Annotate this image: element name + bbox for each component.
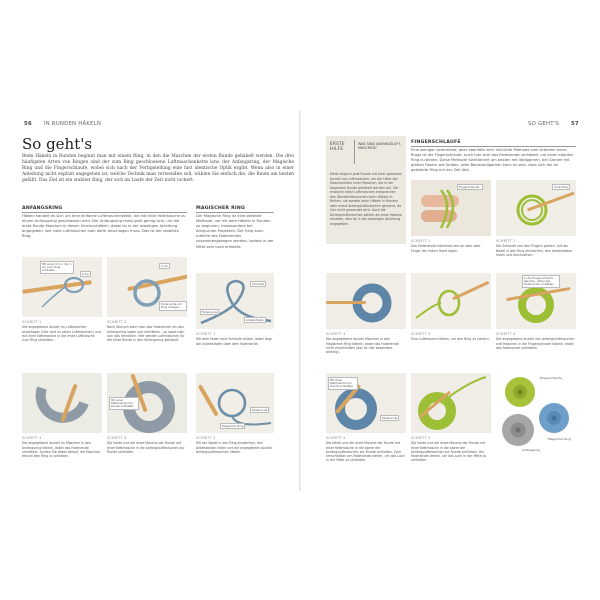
- caption-fingerschlaufe-step1: [411, 239, 491, 253]
- callout-einstechen: In die Fingerschlaufe stechen, dabei das Fadenende umhäkeln: [522, 275, 560, 288]
- photo-fingerschlaufe-step1: [411, 180, 491, 236]
- heading-fingerschlaufe: FINGERSCHLAUFE: [411, 140, 461, 145]
- caption-anfangsring-step2: [107, 320, 187, 342]
- step-label: SCHRITT 2: [196, 436, 216, 440]
- step-label: SCHRITT 4: [496, 332, 516, 336]
- box-label: [330, 141, 345, 152]
- heading-rule: [411, 146, 576, 147]
- photo-magischer-ring-step1: [196, 273, 274, 329]
- callout-magischer-ring: Magischer Ring: [222, 423, 244, 428]
- caption-text: Die Schlaufe von den Fingern gleiten, mit der Nadel in den Ring einstechen, den Arbeitsfaden holen und durchziehen.: [496, 244, 573, 257]
- running-head-left: IN RUNDEN HÄKELN: [43, 121, 102, 127]
- caption-text: Die angegebene Anzahl an Maschen in den Anfangsring häkeln, dabei das Fadenende umhäkeln. Achten Sie dabei darauf, die Maschen fest an den Ring zu schieben.: [22, 441, 101, 459]
- callout-umschlag: Umschlag: [554, 184, 568, 189]
- photo-magischer-ring-step3: [326, 273, 406, 329]
- photo-magischer-ring-step2: [196, 373, 274, 433]
- step-label: SCHRITT 2: [496, 239, 516, 243]
- caption-magischer-ring-step4: [326, 436, 406, 463]
- body-fingerschlaufe: Eine weniger verbreitete, aber ebenfalls sehr nützliche Methode zum Arbeiten eines Rings ist die Fingerschlaufe. Auch hier wird das Fadenende umhäkelt, um einen stabilen Ring zu bilden. Diese Methode funktioniert am besten mit Wollgarnen, bei Garnen mit glatten Fasern wie Seiden- oder Baumwollgarnen kann es sein, dass sich der so gebildete Ring mit der Zeit löst.: [411, 148, 574, 173]
- caption-fingerschlaufe-step5: [411, 436, 491, 463]
- caption-magischer-ring-step2: [196, 436, 274, 454]
- label-magischer-ring: Magischer Ring: [548, 437, 572, 441]
- caption-text: Die angegebene Anzahl Maschen in den Magischen Ring häkeln, dabei das Fadenende nicht einschließen (das ist hier besonders wichtig).: [326, 337, 399, 355]
- photo-anfangsring-step1: [22, 257, 102, 317]
- step-label: SCHRITT 1: [196, 332, 216, 336]
- caption-fingerschlaufe-step3: [411, 332, 491, 342]
- step-label: SCHRITT 1: [22, 320, 42, 324]
- right-folio: [528, 121, 579, 127]
- box-divider: [354, 140, 355, 164]
- heading-rule: [196, 212, 274, 213]
- caption-anfangsring-step3: [22, 436, 102, 458]
- body-magischer-ring: Der Magische Ring ist eine beliebte Methode, um mit dem Häkeln in Runden zu beginnen, insbesondere bei Amigurumi-Projekten. Der Ring kann mithilfe des Fadenendes zusammengezogen werden, sodass in der Mitte kein Loch entsteht.: [196, 214, 274, 249]
- callout-fadenende: Fadenende am Ring anlegen: [159, 301, 187, 311]
- callout-arbeitsfaden: Arbeitsfaden: [246, 317, 264, 322]
- callout-6lm: 6 Lm: [82, 271, 89, 276]
- caption-text: Die angegebene Anzahl an Luftmaschen anschlagen (hier sind es sechs Luftmaschen) und mit einer Kettmasche in die erste Luftmasche zum Ring schließen.: [22, 325, 101, 343]
- callout-kettmasche: Mit einer Kettmasche zur Runde schließen: [328, 377, 358, 390]
- step-label: SCHRITT 3: [22, 436, 42, 440]
- caption-text: Das Fadenende mehrmals wie an oder zwei Finger der linken Hand legen.: [411, 244, 481, 253]
- photo-fingerschlaufe-step3: [411, 273, 491, 329]
- heading-magischer-ring: MAGISCHER RING: [196, 206, 245, 211]
- callout-2lm: 2 Lm: [161, 263, 168, 268]
- intro-paragraph: Beim Häkeln in Runden beginnt man mit einem Ring, in den die Maschen der ersten Runde gehäkelt werden. Die drei häufigsten Arten von Ringen sind der zum Ring geschlossene Luftmaschenkette bzw. der Anfangsring, der Magische Ring und die Fingerschlaufe, wobei sich nach der Fertigstellung eine fast identische Optik ergibt. Wenn also in einer Anleitung nicht explizit angegeben ist, welche Technik man verwenden soll, wählen Sie einfach die, die Ihnen am besten gefällt. Das Ziel ist ein stabiler Ring, der sich im Laufe der Zeit nicht lockert.: [22, 154, 294, 183]
- caption-magischer-ring-step1: [196, 332, 274, 346]
- caption-text: Die angegebene Anzahl von Anfangsluftmaschen und Maschen in die Fingerschlaufe häkeln, dabei das Fadenende umhäkeln.: [496, 337, 575, 350]
- label-fingerschlaufe: Fingerschlaufe: [540, 376, 562, 380]
- box-question: WAS SIND ANFANGSLUFT-MASCHEN?: [358, 142, 402, 151]
- caption-fingerschlaufe-step2: [496, 239, 576, 257]
- box-text: Meist beginnt jede Runde mit einer gewissen Anzahl von Luftmaschen, um die Höhe der Maschenhöhe einer Maschen, die in der folgenden Runde gehäkelt werden soll. Sie ersetzen diese Luftmaschen entsprechen den Wendeluftmaschen beim Häkeln in Reihen, sie werden beim Häkeln in Runden aber meist Anfangsluftmaschen genannt, da hier nicht gewendet wird. Auch die Anfangsluftmaschen zählen als erste Masche erhalten, dies ist in der jeweiligen Anleitung angegeben.: [330, 172, 402, 226]
- photo-anfangsring-step2: [107, 257, 187, 317]
- callout-fadenende: Fadenende: [252, 407, 268, 412]
- step-label: SCHRITT 2: [107, 320, 127, 324]
- caption-anfangsring-step1: [22, 320, 102, 342]
- caption-fingerschlaufe-step4: [496, 332, 576, 350]
- caption-text: Nach Wunsch kann man das Fadenende um den Anfangsring legen und umhäkeln – so spart man sich das Vernähen. Hier werden Luftmaschen für die erste Runde in den Anfangsring gehäkelt.: [107, 325, 185, 343]
- caption-anfangsring-step4: [107, 436, 187, 454]
- finished-rings-comparison: [496, 370, 580, 460]
- caption-text: Mit dem Faden eine Schlaufe bilden, dabei liegt der Arbeitsfaden über dem Fadenende.: [196, 337, 272, 346]
- callout-fadenende: Fadenende: [382, 415, 398, 420]
- photo-magischer-ring-step4: [326, 373, 406, 433]
- photo-fingerschlaufe-step5: [411, 373, 491, 433]
- callout-schlaufe: Schlaufe: [252, 281, 265, 286]
- caption-text: Die letzte und die erste Masche der Runde mit einer Kettmasche in die Anfangsluftmaschen zur Runde schließen.: [107, 441, 185, 454]
- page-title: So geht's: [22, 135, 93, 153]
- erste-hilfe-box: [326, 136, 406, 244]
- box-label-1: ERSTE: [330, 141, 345, 146]
- callout-km-ring: Mit einer Km in die 1. Lm zum Ring schließen: [40, 261, 74, 274]
- page-number-left: 56: [24, 121, 32, 127]
- caption-text: Mit der Nadel in den Ring einstechen, den Arbeitsfaden holen und die angegebene Anzahl Anfangsluftmaschen häkeln.: [196, 441, 272, 454]
- photo-anfangsring-step3: [22, 373, 102, 433]
- box-label-2: HILFE: [330, 146, 344, 152]
- step-label: SCHRITT 3: [326, 332, 346, 336]
- book-spine: [299, 110, 301, 491]
- heading-anfangsring: ANFANGSRING: [22, 206, 63, 211]
- body-anfangsring: Häkeln handelt es sich um eine einfache Luftmaschenkette, die mit einer Kettmasche zu einem Anfangsring geschlossen wird. Der Anfangsring muss groß genug sein, um die erste Runde Maschen in diesen hineinzuhäkeln, dabei ist in der jeweiligen Anleitung angegeben, wie viele Luftmaschen man dafür anschlagen muss. Das ist der stabilste Ring.: [22, 214, 186, 239]
- left-folio: [24, 121, 101, 127]
- callout-fadenende: Fadenende: [202, 309, 218, 314]
- caption-text: Die letzte und die erste Masche der Runde mit einer Kettmasche in die obere der Anfangsluftmaschen zur Runde schließen. Zum Verschließen am Fadenende ziehen, um das Loch in der Mitte zu schließen.: [326, 441, 405, 463]
- step-label: SCHRITT 5: [411, 436, 431, 440]
- caption-magischer-ring-step3: [326, 332, 406, 354]
- label-anfangsring: Anfangsring: [522, 448, 541, 452]
- step-label: SCHRITT 1: [411, 239, 431, 243]
- step-label: SCHRITT 4: [326, 436, 346, 440]
- caption-text: Eine Luftmasche häkeln, um den Ring zu sichern.: [411, 337, 490, 342]
- callout-kettmasche: Mit einer Kettmasche zur Runde schließen: [109, 397, 139, 410]
- page-number-right: 57: [570, 121, 579, 127]
- running-head-right: SO GEHT'S: [528, 121, 560, 127]
- step-label: SCHRITT 3: [411, 332, 431, 336]
- photo-fingerschlaufe-step2: [496, 180, 576, 236]
- step-label: SCHRITT 4: [107, 436, 127, 440]
- photo-fingerschlaufe-step4: [496, 273, 576, 329]
- heading-rule: [22, 212, 187, 213]
- caption-text: Die letzte und die erste Masche der Runde mit einer Kettmasche in die obere der Anfangsluftmaschen zur Runde schließen. Am Fadenende ziehen, um das Loch in der Mitte zu schließen.: [411, 441, 487, 463]
- photo-anfangsring-step4: [107, 373, 187, 433]
- callout-fingerschlaufe: Fingerschlaufe: [457, 184, 483, 190]
